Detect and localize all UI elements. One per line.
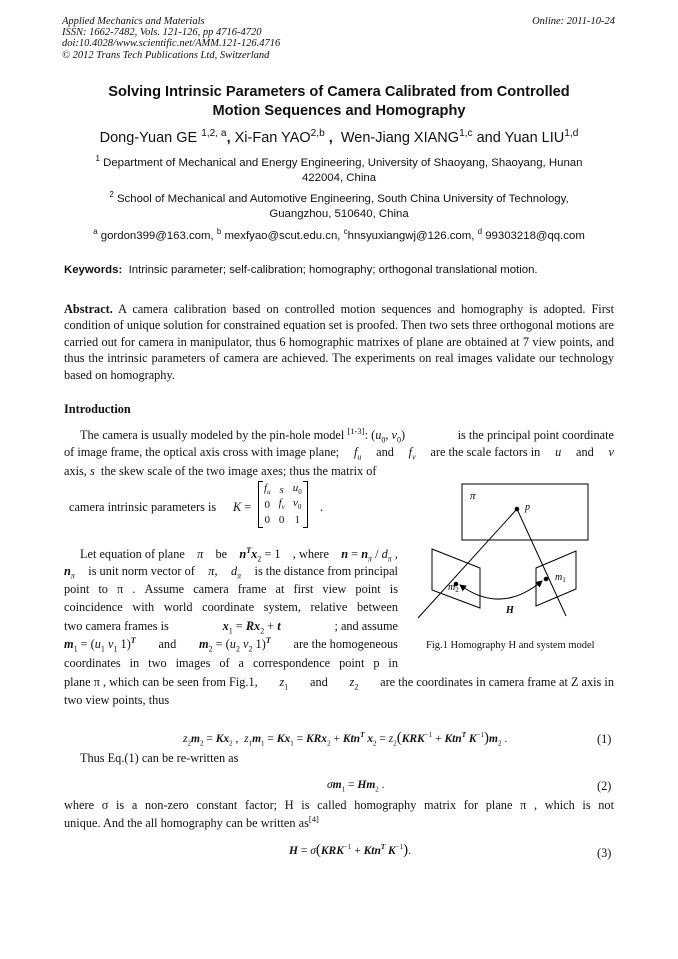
text-run: two camera frames is: [64, 619, 169, 633]
text-run: plane π , which can be seen from Fig.1,: [64, 675, 258, 689]
email-link[interactable]: gordon399@163.com,: [100, 230, 214, 242]
intro-line: two camera frames is $x_1 = Rx_2 + t$ ; and assume: [64, 619, 398, 636]
equation-number: (2): [597, 779, 612, 793]
text-run: be: [215, 547, 228, 561]
author-name: Yuan LIU: [504, 130, 565, 146]
author-affil-mark: 1,c: [459, 128, 473, 140]
equation-3: $H = \sigma(KRK^{-1} + Ktn^T$ $K^{-1}$).: [289, 842, 412, 858]
intro-line: [64, 813, 319, 831]
affiliation-line: Department of Mechanical and Energy Engineering, University of Shaoyang, Shaoyang, Hunan: [103, 157, 583, 169]
abstract-text: A camera calibration based on controlled motion sequences and homography is adopted. First condition of unique solution for constrained equation set is proofed. Then two sets three orthogonal motions are carried out for camera in manipulator, thus 6 homographic matrixes of plane are obtained at 7 view points, and thus the intrinsic parameters of camera are achieved. The experiments on real images validate our technology based on homography.: [64, 302, 614, 382]
author-affil-mark: 1,2, a: [201, 128, 227, 140]
label-p: p: [525, 502, 530, 513]
author-separator: and: [476, 130, 501, 146]
equation-number: (3): [597, 846, 612, 860]
issn: ISSN: 1662-7482, Vols. 121-126, pp 4716-4720: [62, 27, 262, 39]
intro-line: Let equation of plane π be $n^Tx_2 = 1$ , where $n = n_\pi / d_\pi$ ,: [80, 545, 398, 564]
text-run: and: [158, 637, 177, 651]
text-run: is the principal point coordinate: [457, 428, 614, 442]
affiliation-1: [64, 156, 614, 186]
text-run: is the distance from principal: [254, 564, 398, 578]
matrix-cell: f: [278, 497, 282, 510]
abstract-label: Abstract.: [64, 302, 113, 316]
author-affil-mark: 2,b: [310, 128, 325, 140]
keywords-text: Intrinsic parameter; self-calibration; homography; orthogonal translational motion.: [128, 264, 538, 276]
affiliation-mark: 2: [109, 190, 114, 200]
intro-line: axis, s the skew scale of the two image axes; thus the matrix of: [64, 464, 377, 478]
intro-line: plane π , which can be seen from Fig.1, $z_1$ and $z_2$ are the coordinates in camera frame at Z axis in: [64, 675, 614, 692]
author-name: Wen-Jiang XIANG: [340, 130, 460, 146]
text-run: is unit norm vector of: [88, 564, 195, 578]
text-run: of image frame, the optical axis cross with image plane;: [64, 445, 340, 459]
introduction-heading: Introduction: [64, 402, 131, 416]
author-list: [0, 130, 678, 146]
email-link[interactable]: 99303218@qq.com: [485, 230, 585, 242]
intro-line: two view points, thus: [64, 693, 170, 707]
affiliation-line: School of Mechanical and Automotive Engineering, South China University of Technology,: [116, 193, 569, 205]
intro-line: where σ is a non-zero constant factor; H is called homography matrix for plane π , which is not: [64, 798, 614, 812]
matrix-period: .: [320, 500, 324, 514]
intro-line: of image frame, the optical axis cross with image plane; $f_u$ and $f_v$ are the scale factors in u and v: [64, 445, 614, 462]
text-run: The camera is usually modeled by the pin-hole model: [80, 428, 345, 442]
intro-line: $n_\pi$ is unit norm vector of π, $d_\pi$ is the distance from principal: [64, 564, 398, 581]
keywords: [64, 264, 538, 276]
text-run: are the homogeneous: [293, 637, 398, 651]
text-run: and: [576, 445, 594, 459]
intro-line: $m_1 = (u_1$ $v_1$ 1)$^T$ and $m_2 = (u_2$ $v_2$ 1)$^T$ are the homogeneous: [64, 635, 398, 654]
affiliation-line: Guangzhou, 510640, China: [269, 208, 409, 220]
online-date: Online: 2011-10-24: [532, 16, 615, 27]
matrix-cell: u: [292, 482, 299, 495]
matrix-cell: f: [264, 482, 268, 495]
text-run: the skew scale of the two image axes; thus the matrix of: [100, 464, 377, 478]
text-run: ,: [214, 564, 218, 578]
text-run: Let equation of plane: [80, 547, 185, 561]
journal-header: [62, 16, 280, 61]
text-run: and: [376, 445, 394, 459]
matrix-cell: 0: [264, 513, 271, 526]
label-H: H: [506, 605, 514, 616]
email-list: [64, 229, 614, 244]
matrix-cell: s: [279, 483, 284, 496]
email-mark: a: [93, 227, 98, 237]
text-run: ; and assume: [334, 619, 398, 633]
author-separator: ,: [328, 130, 333, 146]
email-mark: c: [343, 227, 348, 237]
text-run: unique. And the all homography can be written as: [64, 816, 309, 830]
author-affil-mark: 1,d: [564, 128, 579, 140]
ray-to-camera-2: [418, 509, 517, 618]
doi: doi:10.4028/www.scientific.net/AMM.121-126.4716: [62, 38, 281, 50]
label-m1-text: m: [555, 572, 563, 583]
ray-to-camera-1: [517, 509, 566, 616]
text-run: axis,: [64, 464, 87, 478]
intro-line: Thus Eq.(1) can be re-written as: [80, 751, 239, 765]
matrix-label: K =: [233, 500, 252, 514]
matrix-cell: 1: [294, 513, 300, 526]
title-line-2: Motion Sequences and Homography: [212, 103, 466, 119]
paper-title: [40, 83, 638, 121]
keywords-label: Keywords:: [64, 264, 123, 276]
author-name: Xi-Fan YAO: [234, 130, 311, 146]
intro-line: The camera is usually modeled by the pin-hole model [1-3]: ($u_0$, $v_0$) is the principal point coordinate: [80, 425, 614, 445]
point-m1: [544, 577, 549, 582]
homography-arrow: [460, 581, 542, 599]
label-m1: $m_1$: [555, 572, 566, 584]
journal-name: Applied Mechanics and Materials: [62, 16, 205, 27]
email-link[interactable]: hnsyuxiangwj@126.com,: [347, 230, 475, 242]
equation-1: $z_2m_2 = Kx_2$ , $z_1m_1 = Kx_1 = KRx_2 + Ktn^T$ $x_2 = z_2(KRK^{-1} + Ktn^T$ $K^{-1})m_2$ .: [183, 730, 508, 748]
affiliation-mark: 1: [95, 154, 100, 164]
text-run: , where: [292, 547, 329, 561]
affiliation-2: [64, 192, 614, 222]
label-m2-text: m: [448, 582, 456, 593]
text-run: and: [310, 675, 328, 689]
author-separator: ,: [226, 130, 231, 146]
equation-number: (1): [597, 732, 612, 746]
intro-line: camera intrinsic parameters is: [69, 500, 217, 514]
title-line-1: Solving Intrinsic Parameters of Camera Calibrated from Controlled: [108, 84, 570, 100]
email-link[interactable]: mexfyao@scut.edu.cn,: [224, 230, 341, 242]
email-mark: b: [216, 227, 222, 237]
citation: [4]: [308, 813, 319, 824]
label-m2: $m_2$: [448, 582, 459, 594]
label-pi: π: [470, 490, 476, 502]
affiliation-line: 422004, China: [301, 172, 377, 184]
intro-line: coordinates in two images of a correspondence point p in: [64, 656, 398, 670]
matrix-cell: 0: [264, 498, 271, 511]
math-u0v0: ($u_0$, $v_0$): [371, 428, 406, 445]
intro-line: coincidence with world coordinate system, relative between: [64, 600, 398, 614]
figure-caption: Fig.1 Homography H and system model: [426, 640, 595, 651]
matrix-cell: 0: [278, 513, 285, 526]
intrinsic-matrix: $f_u$ s $u_0$ 0 $f_v$ $v_0$ 0 0 1: [258, 481, 308, 528]
author-name: Dong-Yuan GE: [99, 130, 198, 146]
text-run: are the coordinates in camera frame at Z axis in: [380, 675, 614, 689]
matrix-cell: v: [293, 497, 298, 510]
homography-figure: [412, 478, 612, 628]
equation-2: $\sigma m_1 = Hm_2$ .: [327, 779, 385, 794]
text-run: are the scale factors in: [430, 445, 541, 459]
intro-line: point to π . Assume camera frame at first view point is: [64, 582, 398, 596]
email-mark: d: [477, 227, 483, 237]
citation: [1-3]: [347, 425, 365, 436]
copyright: © 2012 Trans Tech Publications Ltd, Switzerland: [62, 49, 270, 61]
abstract: [64, 301, 614, 383]
